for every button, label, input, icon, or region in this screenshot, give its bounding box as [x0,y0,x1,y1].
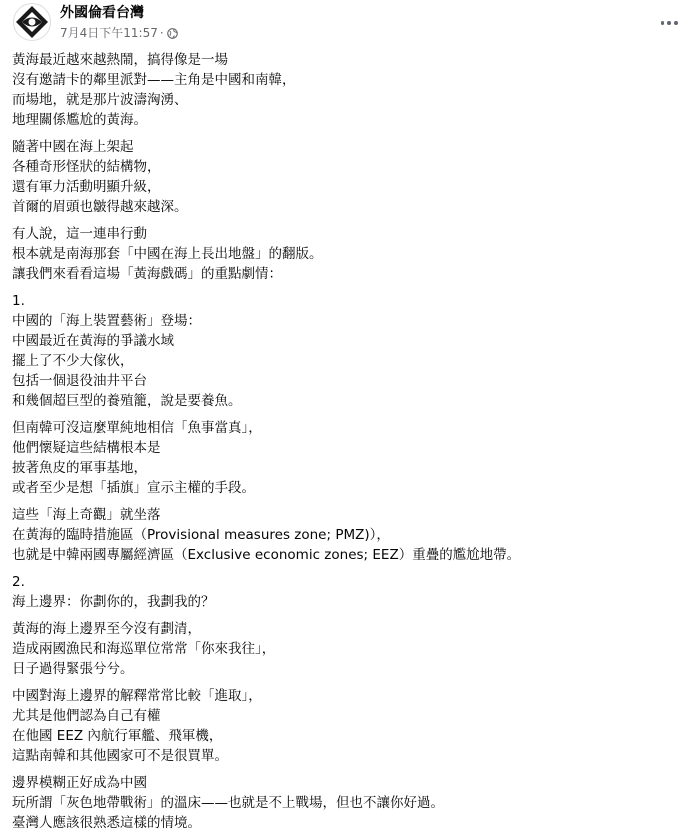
post-text-line: 首爾的眉頭也皺得越來越深。 [12,199,188,215]
post-paragraph [12,686,692,766]
post-text-line: 還有軍力活動明顯升級， [12,179,161,195]
post-header [13,3,683,43]
post-text-line: 在他國 EEZ 內航行軍艦、飛軍機， [12,728,223,744]
page-logo-icon [14,4,50,40]
post-text-line: 玩所謂「灰色地帶戰術」的溫床——也就是不上戰場，但也不讓你好過。 [12,795,444,811]
post-text-line: 包括一個退役油井平台 [12,373,147,389]
post-paragraph [12,619,692,679]
post-text-line: 2. [12,574,25,590]
post-text-line: 或者至少是想「插旗」宣示主權的手段。 [12,480,255,496]
post-meta [60,25,178,41]
post-text-line: 尤其是他們認為自己有權 [12,708,161,724]
post-text-line: 擺上了不少大傢伙， [12,353,134,369]
post-text-line: 他們懷疑這些結構根本是 [12,440,161,456]
post-text-line: 地理關係尷尬的黃海。 [12,112,147,128]
post-paragraph [12,50,692,130]
post-paragraph [12,137,692,217]
post-text-line: 和幾個超巨型的養殖籠，說是要養魚。 [12,393,242,409]
post-paragraph [12,224,692,284]
post-text-line: 這些「海上奇觀」就坐落 [12,507,161,523]
post-text-line: 臺灣人應該很熟悉這樣的情境。 [12,815,201,830]
post-text-line: 中國的「海上裝置藝術」登場： [12,313,201,329]
post-text-line: 日子過得緊張兮兮。 [12,661,134,677]
globe-icon[interactable] [167,28,178,39]
post-text-line: 隨著中國在海上架起 [12,139,134,155]
post-text-line: 黃海最近越來越熱鬧，搞得像是一場 [12,52,228,68]
post-text-line: 1. [12,293,25,309]
more-dot [667,21,671,25]
post-text-line: 造成兩國漁民和海巡單位常常「你來我往」， [12,641,276,657]
post-text-line: 披著魚皮的軍事基地， [12,460,147,476]
page-name-link[interactable]: 外國倫看台灣 [60,5,144,21]
post-text-line: 邊界模糊正好成為中國 [12,775,147,791]
post-text-line: 這點南韓和其他國家可不是很買單。 [12,748,228,764]
post-body-text [12,50,692,830]
post-text-line: 沒有邀請卡的鄰里派對——主角是中國和南韓， [12,72,296,88]
post-paragraph [12,418,692,498]
page-avatar[interactable] [13,3,51,41]
post-text-line: 各種奇形怪狀的結構物， [12,159,161,175]
post-paragraph [12,505,692,565]
post-text-line: 中國對海上邊界的解釋常常比較「進取」， [12,688,262,704]
post-text-line: 中國最近在黃海的爭議水域 [12,333,174,349]
more-dot [661,21,665,25]
post-paragraph [12,773,692,830]
post-timestamp[interactable]: 7月4日下午11:57 [60,26,158,40]
post-text-line: 黃海的海上邊界至今沒有劃清， [12,621,201,637]
post-text-line: 有人說，這一連串行動 [12,226,147,242]
post-text-line: 根本就是南海那套「中國在海上長出地盤」的翻版。 [12,246,323,262]
post-text-line: 讓我們來看看這場「黃海戲碼」的重點劇情： [12,266,282,282]
meta-separator: · [159,26,164,40]
post-text-line: 也就是中韓兩國專屬經濟區（Exclusive economic zones; EEZ）重疊的尷尬地帶。 [12,547,521,563]
post-paragraph [12,291,692,411]
post-text-line: 但南韓可沒這麼單純地相信「魚事當真」， [12,420,262,436]
post-paragraph [12,572,692,612]
more-dot [674,21,678,25]
more-horizontal-icon[interactable] [659,13,679,33]
post-text-line: 海上邊界：你劃你的，我劃我的？ [12,594,215,610]
post-text-line: 而場地，就是那片波濤洶湧、 [12,92,188,108]
post-text-line: 在黃海的臨時措施區（Provisional measures zone; PMZ)）， [12,527,390,543]
